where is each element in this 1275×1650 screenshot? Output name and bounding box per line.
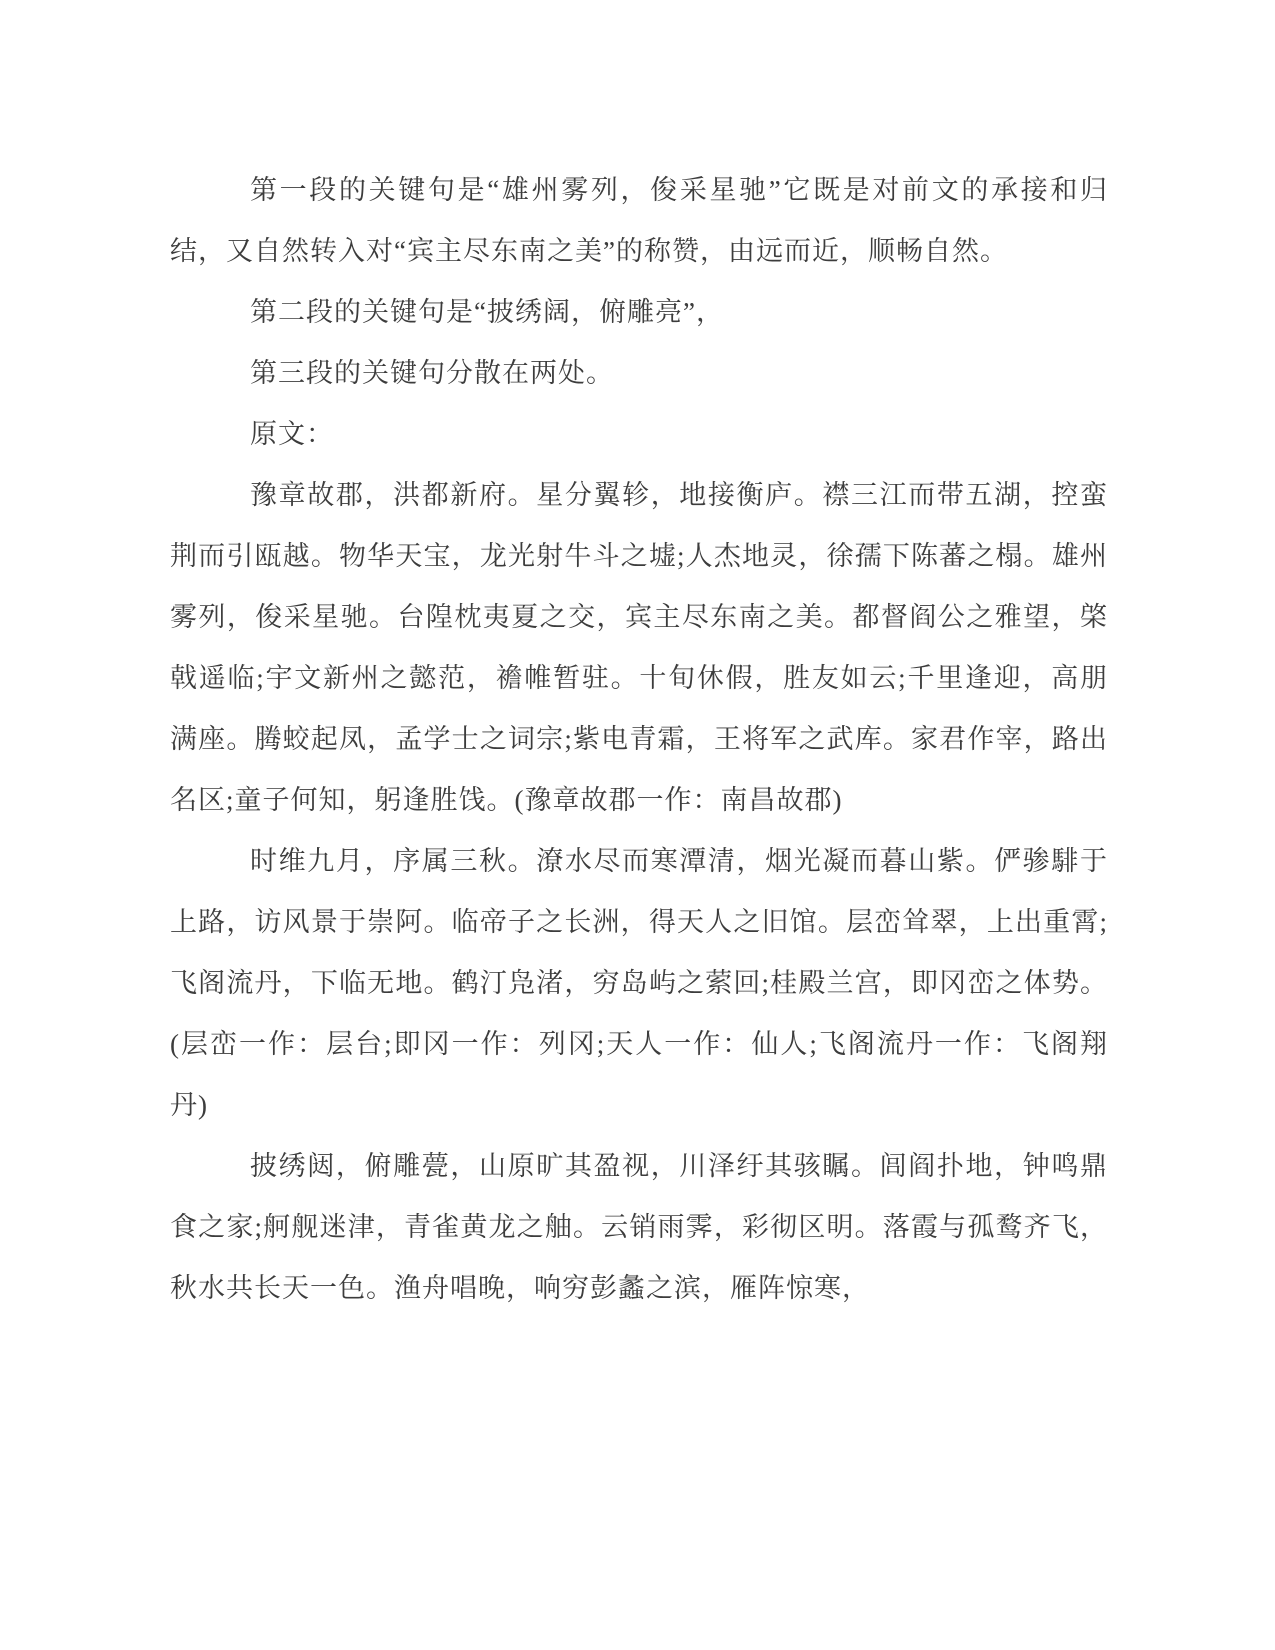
paragraph-original-text-2: 时维九月，序属三秋。潦水尽而寒潭清，烟光凝而暮山紫。俨骖騑于上路，访风景于崇阿。临帝子之长洲，得天人之旧馆。层峦耸翠，上出重霄;飞阁流丹，下临无地。鹤汀凫渚，穷岛屿之萦回;桂殿兰宫，即冈峦之体势。(层峦一作：层台;即冈一作：列冈;天人一作：仙人;飞阁流丹一作：飞阁翔丹) xyxy=(170,846,1108,1120)
document-content xyxy=(170,160,1108,1319)
paragraph-original-text-3: 披绣闼，俯雕甍，山原旷其盈视，川泽纡其骇瞩。闾阎扑地，钟鸣鼎食之家;舸舰迷津，青雀黄龙之舳。云销雨霁，彩彻区明。落霞与孤鹜齐飞，秋水共长天一色。渔舟唱晚，响穷彭蠡之滨，雁阵惊寒， xyxy=(170,1151,1108,1303)
paragraph-analysis-section1: 第一段的关键句是“雄州雾列，俊采星驰”它既是对前文的承接和归结，又自然转入对“宾主尽东南之美”的称赞，由远而近，顺畅自然。 xyxy=(170,175,1108,266)
paragraph-original-text-1: 豫章故郡，洪都新府。星分翼轸，地接衡庐。襟三江而带五湖，控蛮荆而引瓯越。物华天宝，龙光射牛斗之墟;人杰地灵，徐孺下陈蕃之榻。雄州雾列，俊采星驰。台隍枕夷夏之交，宾主尽东南之美。都督阎公之雅望，棨戟遥临;宇文新州之懿范，襜帷暂驻。十旬休假，胜友如云;千里逢迎，高朋满座。腾蛟起凤，孟学士之词宗;紫电青霜，王将军之武库。家君作宰，路出名区;童子何知，躬逢胜饯。(豫章故郡一作：南昌故郡) xyxy=(170,480,1108,815)
paragraph-original-text-label: 原文： xyxy=(250,419,334,449)
paragraph-analysis-section3: 第三段的关键句分散在两处。 xyxy=(250,358,614,388)
paragraph-analysis-section2: 第二段的关键句是“披绣阔，俯雕亮”， xyxy=(250,297,724,327)
